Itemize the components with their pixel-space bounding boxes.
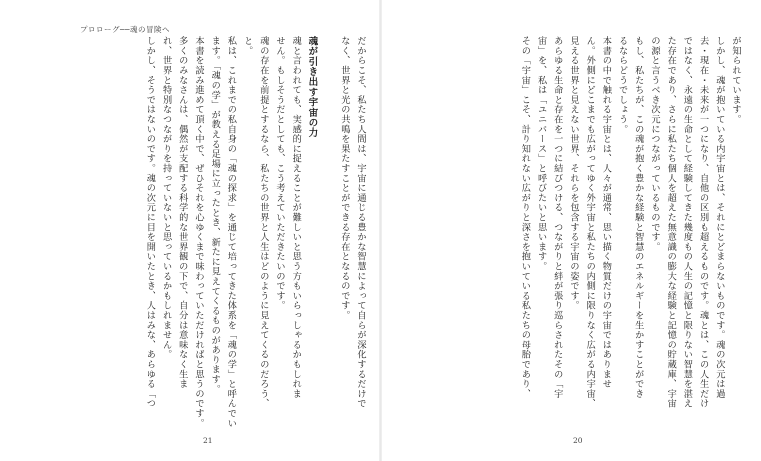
text-line: れ、世界と特別なつながりを持っていないと思っているかもしれません。 <box>160 36 172 360</box>
text-line: 見える世界と見えない世界、それらを包含する宇宙の姿です。 <box>567 36 579 311</box>
text-line: その「宇宙」こそ、計り知れない広がりと深さを抱いている私たちの母胎であり、 <box>519 36 531 399</box>
right-page-body <box>516 36 743 416</box>
text-line: もし、私たちが、この魂が抱く豊かな経験と智慧のエネルギーを生かすことができ <box>632 36 644 399</box>
text-line: 魂の存在を前提とするなら、私たちの世界と人生はどのように見えてくるのだろう、 <box>257 36 269 409</box>
text-line <box>319 36 335 416</box>
text-line: 去・現在・未来が一つになり、自他の区別も超えるものです。魂とは、この人生だけ <box>697 36 709 409</box>
text-line: あらゆる生命と存在を一つに結びつける、つながりと絆が張り巡らされたその「宇 <box>551 36 563 399</box>
text-line: なく、世界と光の共鳴を果たすことができる存在となるのです。 <box>338 36 350 321</box>
text-line: せん。もしそうだとしても、こう考えていただきたいのです。 <box>274 36 285 311</box>
left-page-number: 21 <box>203 436 213 445</box>
left-page <box>0 0 380 461</box>
text-line: 本書を読み進めて頂く中で、ぜひそれを心ゆくまで味わっていただければと思うのです。 <box>192 36 204 428</box>
text-line: 宙」を、私は「ユニバース」と呼びたいと思います。 <box>535 36 547 272</box>
text-line: の源と言うべき次元につながっているものです。 <box>648 36 660 252</box>
text-line: ます。「魂の学」が教える足場に立ったとき、新たに見えてくるものがあります。 <box>209 36 221 394</box>
text-line: 魂と言われても、実感的に捉えることが難しいと思う方もいらっしゃるかもしれま <box>290 36 302 399</box>
text-line: 本書の中で触れる宇宙とは、人々が通常、思い描く物質だけの宇宙ではありませ <box>600 36 612 389</box>
text-line: が知られています。 <box>730 36 741 125</box>
right-page <box>381 0 761 461</box>
left-page-body <box>141 36 368 428</box>
section-heading: 魂が引き出す宇宙の力 <box>306 36 318 138</box>
text-line: しかし、魂が抱いている内宇宙とは、それにとどまらないものです。魂の次元は過 <box>713 36 725 399</box>
text-line: ん。外側にどこまでも広がってゆく外宇宙と私たちの内側に限りなく広がる内宇宙、 <box>584 36 596 409</box>
running-head: プロローグ──魂の冒険へ <box>80 25 171 34</box>
text-line: だからこそ、私たち人間は、宇宙に通じる豊かな智慧によって自らが深化するだけで <box>355 36 366 409</box>
right-page-number: 20 <box>573 436 583 445</box>
text-line: 多くのみなさんは、偶然が支配する科学的な世界観の下で、自分は意味なく生ま <box>176 36 188 389</box>
text-line: た存在であり、さらに私たち個人を超えた無意識の膨大な経験と記憶の貯蔵庫、宇宙 <box>665 36 677 409</box>
text-line: 私は、これまでの私自身の「魂の探求」を通じて培ってきた体系を「魂の学」と呼んでい <box>225 36 237 428</box>
text-line: しかし、そうではないのです。魂の次元に目を開いたとき、人はみな、あらゆる「つ <box>144 36 156 409</box>
text-line: るならどうでしょう。 <box>616 36 628 134</box>
text-line: ではなく、永遠の生命として経験してきた幾度もの人生の記憶と限りない智慧を湛え <box>681 36 693 409</box>
text-line: と。 <box>241 36 253 56</box>
